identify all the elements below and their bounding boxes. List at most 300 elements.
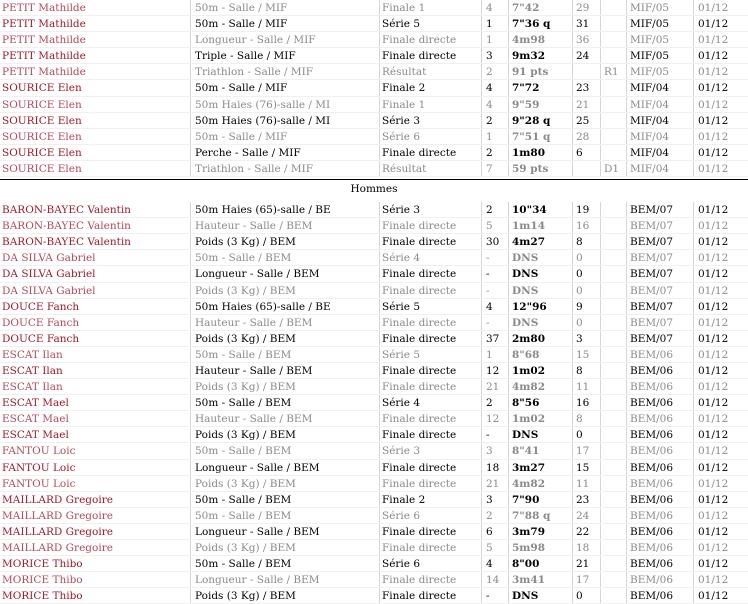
column-divider	[481, 347, 482, 362]
place-rank: -	[486, 590, 490, 603]
points-value: 0	[576, 316, 583, 329]
date-label: 01/12	[698, 162, 729, 175]
result-row	[0, 250, 748, 266]
athlete-name[interactable]: MAILLARD Gregoire	[2, 509, 113, 522]
athlete-name[interactable]: MORICE Thibo	[2, 590, 83, 603]
athlete-name[interactable]: ESCAT Ilan	[2, 364, 63, 377]
place-rank: 4	[486, 82, 493, 95]
qualification-code: D1	[604, 162, 620, 175]
column-divider	[379, 363, 380, 378]
place-rank: 3	[486, 50, 493, 63]
result-row	[0, 145, 748, 161]
result-row	[0, 395, 748, 411]
column-divider	[626, 97, 627, 112]
date-label: 01/12	[698, 34, 729, 47]
place-rank: 30	[486, 236, 500, 249]
round-label: Finale directe	[382, 220, 457, 233]
column-divider	[693, 411, 694, 426]
event-name: 50m Haies (76)-salle / MI	[195, 114, 331, 127]
performance-value: 5m98	[512, 542, 546, 554]
points-value: 21	[576, 98, 590, 111]
category-label: BEM/07	[630, 316, 674, 329]
athlete-name[interactable]: BARON-BAYEC Valentin	[2, 204, 131, 217]
column-divider	[572, 145, 573, 160]
column-divider	[190, 572, 191, 587]
column-divider	[600, 411, 601, 426]
points-value: 16	[576, 220, 590, 233]
column-divider	[481, 411, 482, 426]
performance-value: 7"51 q	[512, 130, 551, 143]
column-divider	[190, 32, 191, 47]
column-divider	[600, 283, 601, 298]
place-rank: 5	[486, 542, 493, 554]
category-label: BEM/06	[630, 397, 674, 410]
category-label: MIF/04	[630, 162, 670, 175]
column-divider	[190, 80, 191, 95]
result-row	[0, 16, 748, 32]
performance-value: DNS	[512, 429, 539, 442]
column-divider	[572, 299, 573, 314]
column-divider	[481, 234, 482, 249]
result-row	[0, 0, 748, 16]
column-divider	[572, 363, 573, 378]
column-divider	[379, 492, 380, 507]
column-divider	[190, 508, 191, 523]
category-label: BEM/06	[630, 574, 674, 587]
category-label: BEM/06	[630, 509, 674, 522]
points-value: 23	[576, 82, 590, 95]
date-label: 01/12	[698, 397, 729, 410]
event-name: Triple - Salle / MIF	[195, 50, 296, 63]
date-label: 01/12	[698, 268, 729, 281]
column-divider	[508, 283, 509, 298]
column-divider	[379, 0, 380, 15]
points-value: 3	[576, 332, 583, 345]
column-divider	[693, 331, 694, 346]
athlete-name[interactable]: FANTOU Loic	[2, 461, 76, 474]
column-divider	[693, 572, 694, 587]
column-divider	[481, 0, 482, 15]
column-divider	[508, 492, 509, 507]
column-divider	[626, 524, 627, 539]
event-name: Longueur - Salle / MIF	[195, 34, 316, 47]
athlete-name[interactable]: ESCAT Ilan	[2, 381, 63, 394]
performance-value: 59 pts	[512, 162, 549, 175]
column-divider	[626, 0, 627, 15]
event-name: Hauteur - Salle / BEM	[195, 220, 313, 233]
athlete-name[interactable]: MAILLARD Gregoire	[2, 542, 113, 554]
column-divider	[379, 556, 380, 571]
date-label: 01/12	[698, 525, 729, 538]
athlete-name[interactable]: SOURICE Elen	[2, 82, 82, 95]
column-divider	[572, 266, 573, 281]
event-name: Poids (3 Kg) / BEM	[195, 332, 296, 345]
round-label: Résultat	[382, 66, 427, 79]
column-divider	[572, 80, 573, 95]
column-divider	[481, 16, 482, 31]
athlete-name[interactable]: PETIT Mathilde	[2, 18, 86, 31]
round-label: Série 6	[382, 130, 421, 143]
round-label: Finale directe	[382, 525, 457, 538]
column-divider	[481, 250, 482, 265]
result-row	[0, 540, 748, 556]
category-label: BEM/06	[630, 590, 674, 603]
column-divider	[572, 129, 573, 144]
athlete-name[interactable]: BARON-BAYEC Valentin	[2, 220, 131, 233]
column-divider	[481, 48, 482, 63]
athlete-name[interactable]: DOUCE Fanch	[2, 316, 80, 329]
column-divider	[508, 331, 509, 346]
event-name: Triathlon - Salle / MIF	[195, 162, 314, 175]
place-rank: 2	[486, 114, 493, 127]
column-divider	[481, 508, 482, 523]
performance-value: 7"42	[512, 2, 540, 14]
column-divider	[572, 588, 573, 603]
column-divider	[572, 32, 573, 47]
column-divider	[508, 299, 509, 314]
result-row	[0, 315, 748, 331]
category-label: MIF/05	[630, 18, 670, 31]
athlete-name[interactable]: PETIT Mathilde	[2, 2, 86, 14]
column-divider	[572, 64, 573, 79]
performance-value: 7"90	[512, 493, 540, 506]
column-divider	[379, 32, 380, 47]
category-label: BEM/06	[630, 413, 674, 426]
event-name: 50m Haies (65)-salle / BE	[195, 204, 331, 217]
column-divider	[481, 283, 482, 298]
column-divider	[600, 315, 601, 330]
points-value: 15	[576, 461, 590, 474]
performance-value: 1m14	[512, 220, 546, 233]
column-divider	[379, 48, 380, 63]
column-divider	[626, 443, 627, 458]
result-row	[0, 476, 748, 492]
points-value: 28	[576, 130, 590, 143]
date-label: 01/12	[698, 542, 729, 554]
column-divider	[190, 234, 191, 249]
column-divider	[693, 556, 694, 571]
column-divider	[600, 476, 601, 491]
column-divider	[508, 202, 509, 217]
category-label: BEM/06	[630, 445, 674, 458]
round-label: Finale directe	[382, 332, 457, 345]
performance-value: 4m82	[512, 381, 546, 394]
column-divider	[481, 161, 482, 176]
athlete-name[interactable]: PETIT Mathilde	[2, 50, 86, 63]
points-value: 8	[576, 236, 583, 249]
column-divider	[190, 460, 191, 475]
column-divider	[379, 411, 380, 426]
column-divider	[626, 315, 627, 330]
athlete-name[interactable]: SOURICE Elen	[2, 98, 82, 111]
points-value: 0	[576, 590, 583, 603]
place-rank: 2	[486, 509, 493, 522]
column-divider	[190, 347, 191, 362]
place-rank: 1	[486, 348, 493, 361]
column-divider	[508, 508, 509, 523]
athlete-name[interactable]: ESCAT Mael	[2, 413, 69, 426]
column-divider	[572, 492, 573, 507]
round-label: Finale directe	[382, 316, 457, 329]
athlete-name[interactable]: DOUCE Fanch	[2, 300, 80, 313]
performance-value: 2m80	[512, 332, 546, 345]
event-name: 50m - Salle / BEM	[195, 397, 292, 410]
column-divider	[481, 492, 482, 507]
column-divider	[693, 299, 694, 314]
performance-value: 4m27	[512, 236, 546, 249]
points-value: 6	[576, 146, 583, 159]
column-divider	[379, 16, 380, 31]
column-divider	[693, 218, 694, 233]
place-rank: 1	[486, 34, 493, 47]
athlete-name[interactable]: FANTOU Loic	[2, 477, 76, 490]
column-divider	[508, 32, 509, 47]
column-divider	[693, 32, 694, 47]
date-label: 01/12	[698, 461, 729, 474]
athlete-name[interactable]: BARON-BAYEC Valentin	[2, 236, 131, 249]
column-divider	[600, 202, 601, 217]
column-divider	[508, 145, 509, 160]
column-divider	[190, 129, 191, 144]
round-label: Finale directe	[382, 477, 457, 490]
points-value: 0	[576, 252, 583, 265]
performance-value: 4m98	[512, 34, 546, 47]
category-label: BEM/06	[630, 525, 674, 538]
performance-value: 10"34	[512, 204, 547, 217]
event-name: 50m Haies (65)-salle / BE	[195, 300, 331, 313]
athlete-name[interactable]: SOURICE Elen	[2, 146, 82, 159]
column-divider	[693, 250, 694, 265]
column-divider	[600, 299, 601, 314]
column-divider	[693, 113, 694, 128]
athlete-name[interactable]: DA SILVA Gabriel	[2, 252, 96, 265]
performance-value: 3m41	[512, 574, 546, 587]
place-rank: 3	[486, 445, 493, 458]
column-divider	[693, 588, 694, 603]
result-row	[0, 97, 748, 113]
athlete-name[interactable]: DA SILVA Gabriel	[2, 284, 96, 297]
column-divider	[600, 80, 601, 95]
date-label: 01/12	[698, 220, 729, 233]
column-divider	[508, 427, 509, 442]
event-name: 50m - Salle / BEM	[195, 445, 292, 458]
column-divider	[600, 460, 601, 475]
category-label: MIF/05	[630, 2, 670, 14]
performance-value: DNS	[512, 284, 539, 297]
column-divider	[693, 508, 694, 523]
date-label: 01/12	[698, 509, 729, 522]
column-divider	[190, 145, 191, 160]
column-divider	[572, 48, 573, 63]
athlete-name[interactable]: MAILLARD Gregoire	[2, 493, 113, 506]
date-label: 01/12	[698, 66, 729, 79]
column-divider	[600, 427, 601, 442]
athlete-name[interactable]: MORICE Thibo	[2, 558, 83, 571]
place-rank: 4	[486, 2, 493, 14]
athlete-name[interactable]: DOUCE Fanch	[2, 332, 80, 345]
date-label: 01/12	[698, 130, 729, 143]
points-value: 24	[576, 509, 590, 522]
round-label: Finale 2	[382, 493, 426, 506]
column-divider	[508, 48, 509, 63]
column-divider	[508, 113, 509, 128]
column-divider	[572, 524, 573, 539]
column-divider	[600, 556, 601, 571]
column-divider	[626, 64, 627, 79]
category-label: BEM/07	[630, 204, 674, 217]
column-divider	[190, 202, 191, 217]
date-label: 01/12	[698, 98, 729, 111]
points-value: 0	[576, 284, 583, 297]
column-divider	[693, 161, 694, 176]
column-divider	[190, 556, 191, 571]
column-divider	[693, 48, 694, 63]
column-divider	[693, 540, 694, 555]
place-rank: 6	[486, 525, 493, 538]
column-divider	[626, 460, 627, 475]
column-divider	[572, 460, 573, 475]
column-divider	[190, 299, 191, 314]
event-name: Hauteur - Salle / BEM	[195, 316, 313, 329]
event-name: Longueur - Salle / BEM	[195, 268, 320, 281]
points-value: 17	[576, 574, 590, 587]
column-divider	[693, 16, 694, 31]
column-divider	[379, 379, 380, 394]
column-divider	[626, 379, 627, 394]
column-divider	[481, 80, 482, 95]
athlete-name[interactable]: ESCAT Mael	[2, 429, 69, 442]
column-divider	[190, 161, 191, 176]
category-label: BEM/06	[630, 364, 674, 377]
column-divider	[190, 113, 191, 128]
column-divider	[379, 64, 380, 79]
place-rank: -	[486, 284, 490, 297]
place-rank: 2	[486, 204, 493, 217]
column-divider	[693, 234, 694, 249]
date-label: 01/12	[698, 413, 729, 426]
column-divider	[626, 476, 627, 491]
column-divider	[379, 80, 380, 95]
column-divider	[481, 331, 482, 346]
place-rank: 12	[486, 364, 500, 377]
result-row	[0, 113, 748, 129]
column-divider	[600, 0, 601, 15]
column-divider	[508, 218, 509, 233]
column-divider	[190, 315, 191, 330]
column-divider	[379, 476, 380, 491]
category-label: BEM/07	[630, 220, 674, 233]
column-divider	[693, 492, 694, 507]
athlete-name[interactable]: ESCAT Mael	[2, 397, 69, 410]
round-label: Finale directe	[382, 34, 457, 47]
column-divider	[190, 540, 191, 555]
event-name: Longueur - Salle / BEM	[195, 461, 320, 474]
column-divider	[190, 443, 191, 458]
column-divider	[600, 250, 601, 265]
column-divider	[572, 476, 573, 491]
column-divider	[693, 97, 694, 112]
column-divider	[600, 97, 601, 112]
column-divider	[626, 202, 627, 217]
round-label: Finale directe	[382, 268, 457, 281]
result-row	[0, 411, 748, 427]
column-divider	[693, 524, 694, 539]
column-divider	[379, 266, 380, 281]
athlete-name[interactable]: SOURICE Elen	[2, 130, 82, 143]
column-divider	[508, 266, 509, 281]
column-divider	[481, 363, 482, 378]
athlete-name[interactable]: SOURICE Elen	[2, 114, 82, 127]
date-label: 01/12	[698, 18, 729, 31]
round-label: Série 3	[382, 114, 421, 127]
place-rank: 2	[486, 146, 493, 159]
result-row	[0, 64, 748, 80]
event-name: Longueur - Salle / BEM	[195, 525, 320, 538]
round-label: Finale directe	[382, 50, 457, 63]
column-divider	[572, 443, 573, 458]
column-divider	[572, 161, 573, 176]
athlete-name[interactable]: PETIT Mathilde	[2, 34, 86, 47]
points-value: 16	[576, 397, 590, 410]
column-divider	[626, 331, 627, 346]
athlete-name[interactable]: FANTOU Loic	[2, 445, 76, 458]
event-name: Poids (3 Kg) / BEM	[195, 429, 296, 442]
points-value: 11	[576, 381, 590, 394]
athlete-name[interactable]: PETIT Mathilde	[2, 66, 86, 79]
event-name: Longueur - Salle / BEM	[195, 574, 320, 587]
date-label: 01/12	[698, 204, 729, 217]
column-divider	[508, 588, 509, 603]
result-row	[0, 492, 748, 508]
athlete-name[interactable]: DA SILVA Gabriel	[2, 268, 96, 281]
round-label: Résultat	[382, 162, 427, 175]
column-divider	[572, 427, 573, 442]
athlete-name[interactable]: MAILLARD Gregoire	[2, 525, 113, 538]
athlete-name[interactable]: MORICE Thibo	[2, 574, 83, 587]
column-divider	[693, 443, 694, 458]
column-divider	[508, 476, 509, 491]
athlete-name[interactable]: SOURICE Elen	[2, 162, 82, 175]
event-name: 50m Haies (76)-salle / MI	[195, 98, 331, 111]
result-row	[0, 556, 748, 572]
points-value: 36	[576, 34, 590, 47]
athlete-name[interactable]: ESCAT Ilan	[2, 348, 63, 361]
performance-value: 91 pts	[512, 66, 549, 79]
event-name: Hauteur - Salle / BEM	[195, 413, 313, 426]
column-divider	[190, 48, 191, 63]
column-divider	[379, 113, 380, 128]
column-divider	[572, 16, 573, 31]
place-rank: 2	[486, 66, 493, 79]
column-divider	[626, 411, 627, 426]
column-divider	[600, 266, 601, 281]
column-divider	[508, 129, 509, 144]
column-divider	[693, 427, 694, 442]
category-label: MIF/05	[630, 34, 670, 47]
column-divider	[508, 64, 509, 79]
column-divider	[693, 64, 694, 79]
column-divider	[572, 572, 573, 587]
column-divider	[693, 395, 694, 410]
column-divider	[379, 299, 380, 314]
event-name: Poids (3 Kg) / BEM	[195, 590, 296, 603]
event-name: Perche - Salle / MIF	[195, 146, 301, 159]
column-divider	[379, 145, 380, 160]
column-divider	[190, 64, 191, 79]
result-row	[0, 588, 748, 604]
column-divider	[600, 508, 601, 523]
column-divider	[572, 395, 573, 410]
